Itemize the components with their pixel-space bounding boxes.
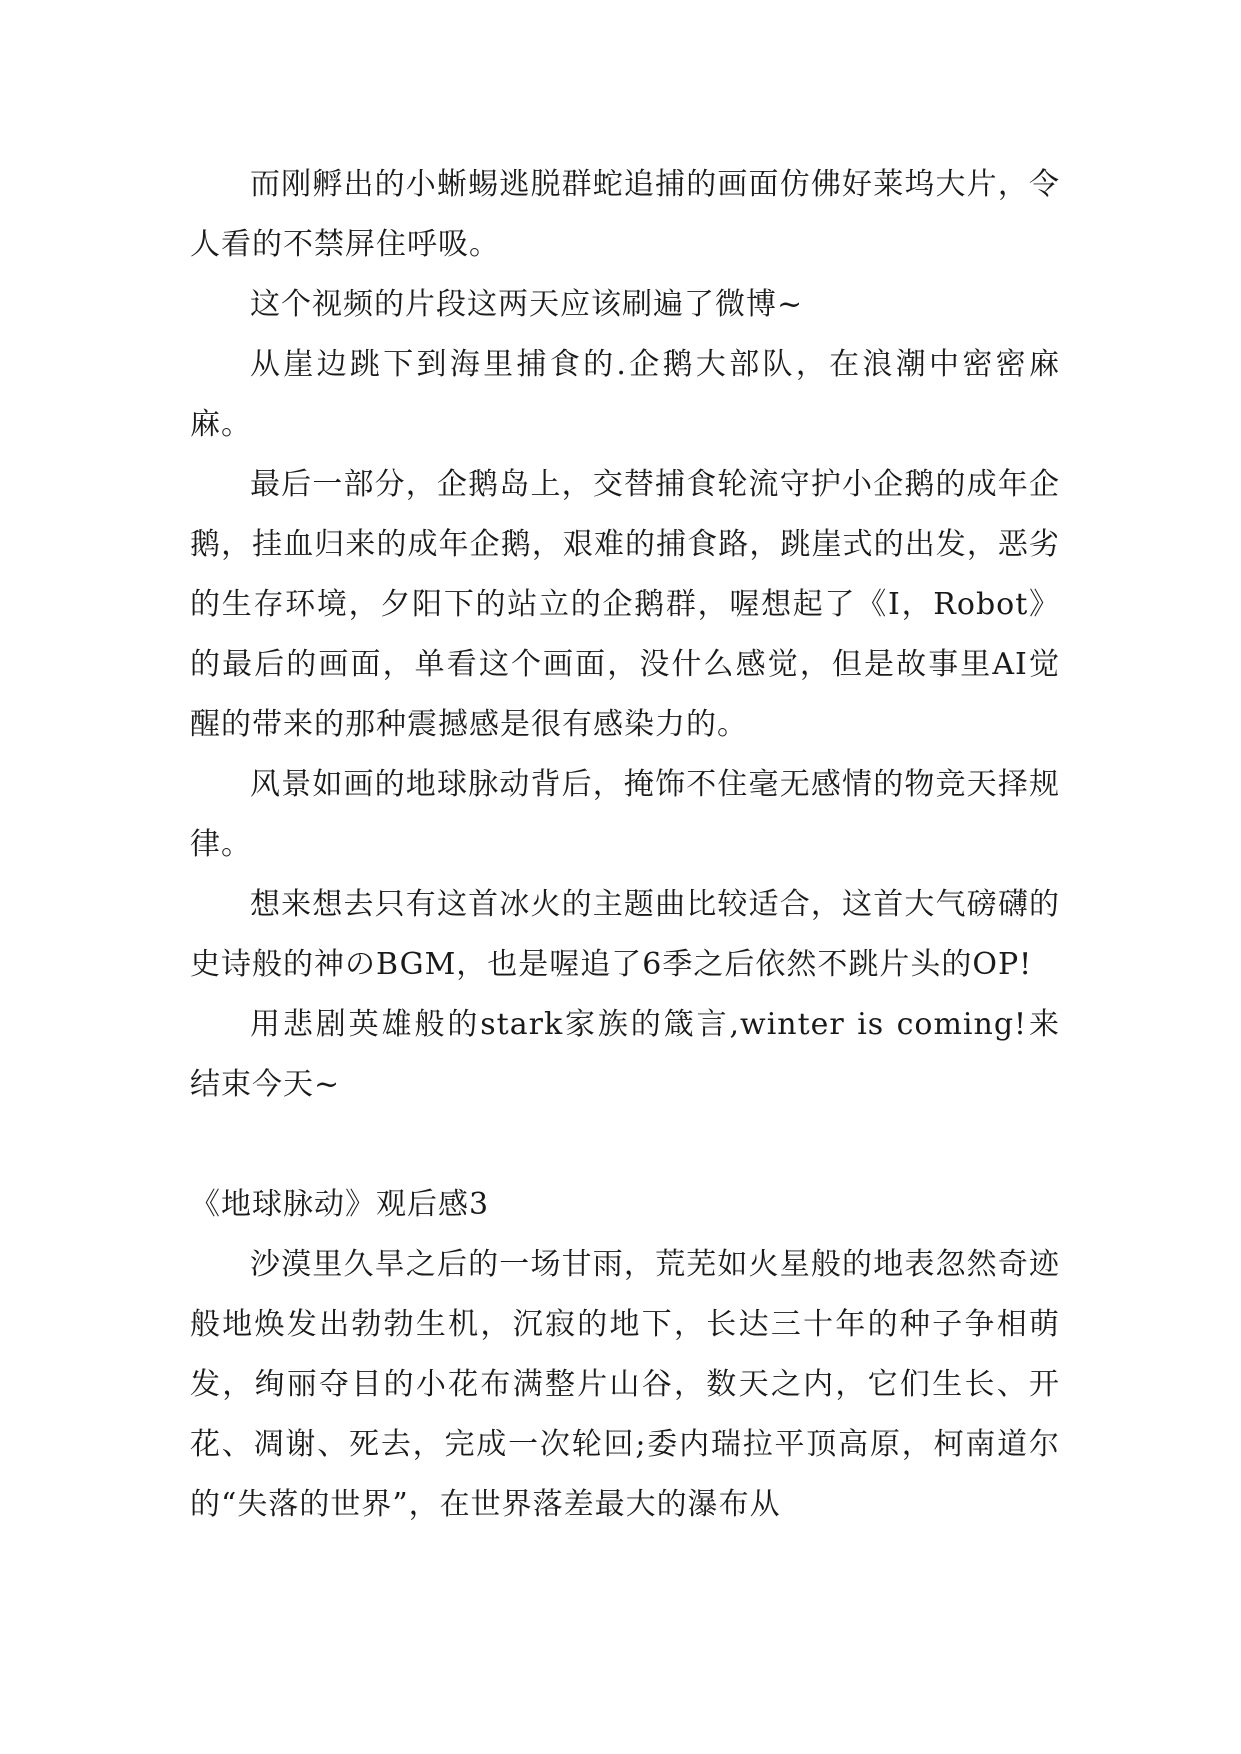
paragraph-natural-selection: 风景如画的地球脉动背后，掩饰不住毫无感情的物竞天择规律。 (190, 767, 1060, 862)
paragraph-theme-song: 想来想去只有这首冰火的主题曲比较适合，这首大气磅礴的史诗般的神のBGM，也是喔追了6季之后依然不跳片头的OP! (190, 887, 1060, 982)
paragraph-penguin-island: 最后一部分，企鹅岛上，交替捕食轮流守护小企鹅的成年企鹅，挂血归来的成年企鹅，艰难的捕食路，跳崖式的出发，恶劣的生存环境，夕阳下的站立的企鹅群，喔想起了《I，Robot》的最后的画面，单看这个画面，没什么感觉，但是故事里AI觉醒的带来的那种震撼感是很有感染力的。 (190, 467, 1060, 742)
section-heading: 《地球脉动》观后感3 (190, 1187, 490, 1222)
section-spacer (190, 1115, 1060, 1175)
paragraph-lizard-escape: 而刚孵出的小蜥蜴逃脱群蛇追捕的画面仿佛好莱坞大片，令人看的不禁屏住呼吸。 (190, 167, 1060, 262)
paragraph-penguin-hunting: 从崖边跳下到海里捕食的.企鹅大部队，在浪潮中密密麻麻。 (190, 347, 1060, 442)
paragraph-desert-rain: 沙漠里久旱之后的一场甘雨，荒芜如火星般的地表忽然奇迹般地焕发出勃勃生机，沉寂的地下，长达三十年的种子争相萌发，绚丽夺目的小花布满整片山谷，数天之内，它们生长、开花、凋谢、死去，完成一次轮回;委内瑞拉平顶高原，柯南道尔的“失落的世界”，在世界落差最大的瀑布从 (190, 1247, 1060, 1522)
paragraph-video-weibo: 这个视频的片段这两天应该刷遍了微博~ (250, 287, 804, 322)
paragraph-winter-is-coming: 用悲剧英雄般的stark家族的箴言,winter is coming!来结束今天~ (190, 1007, 1060, 1102)
document-body (190, 155, 1060, 1535)
